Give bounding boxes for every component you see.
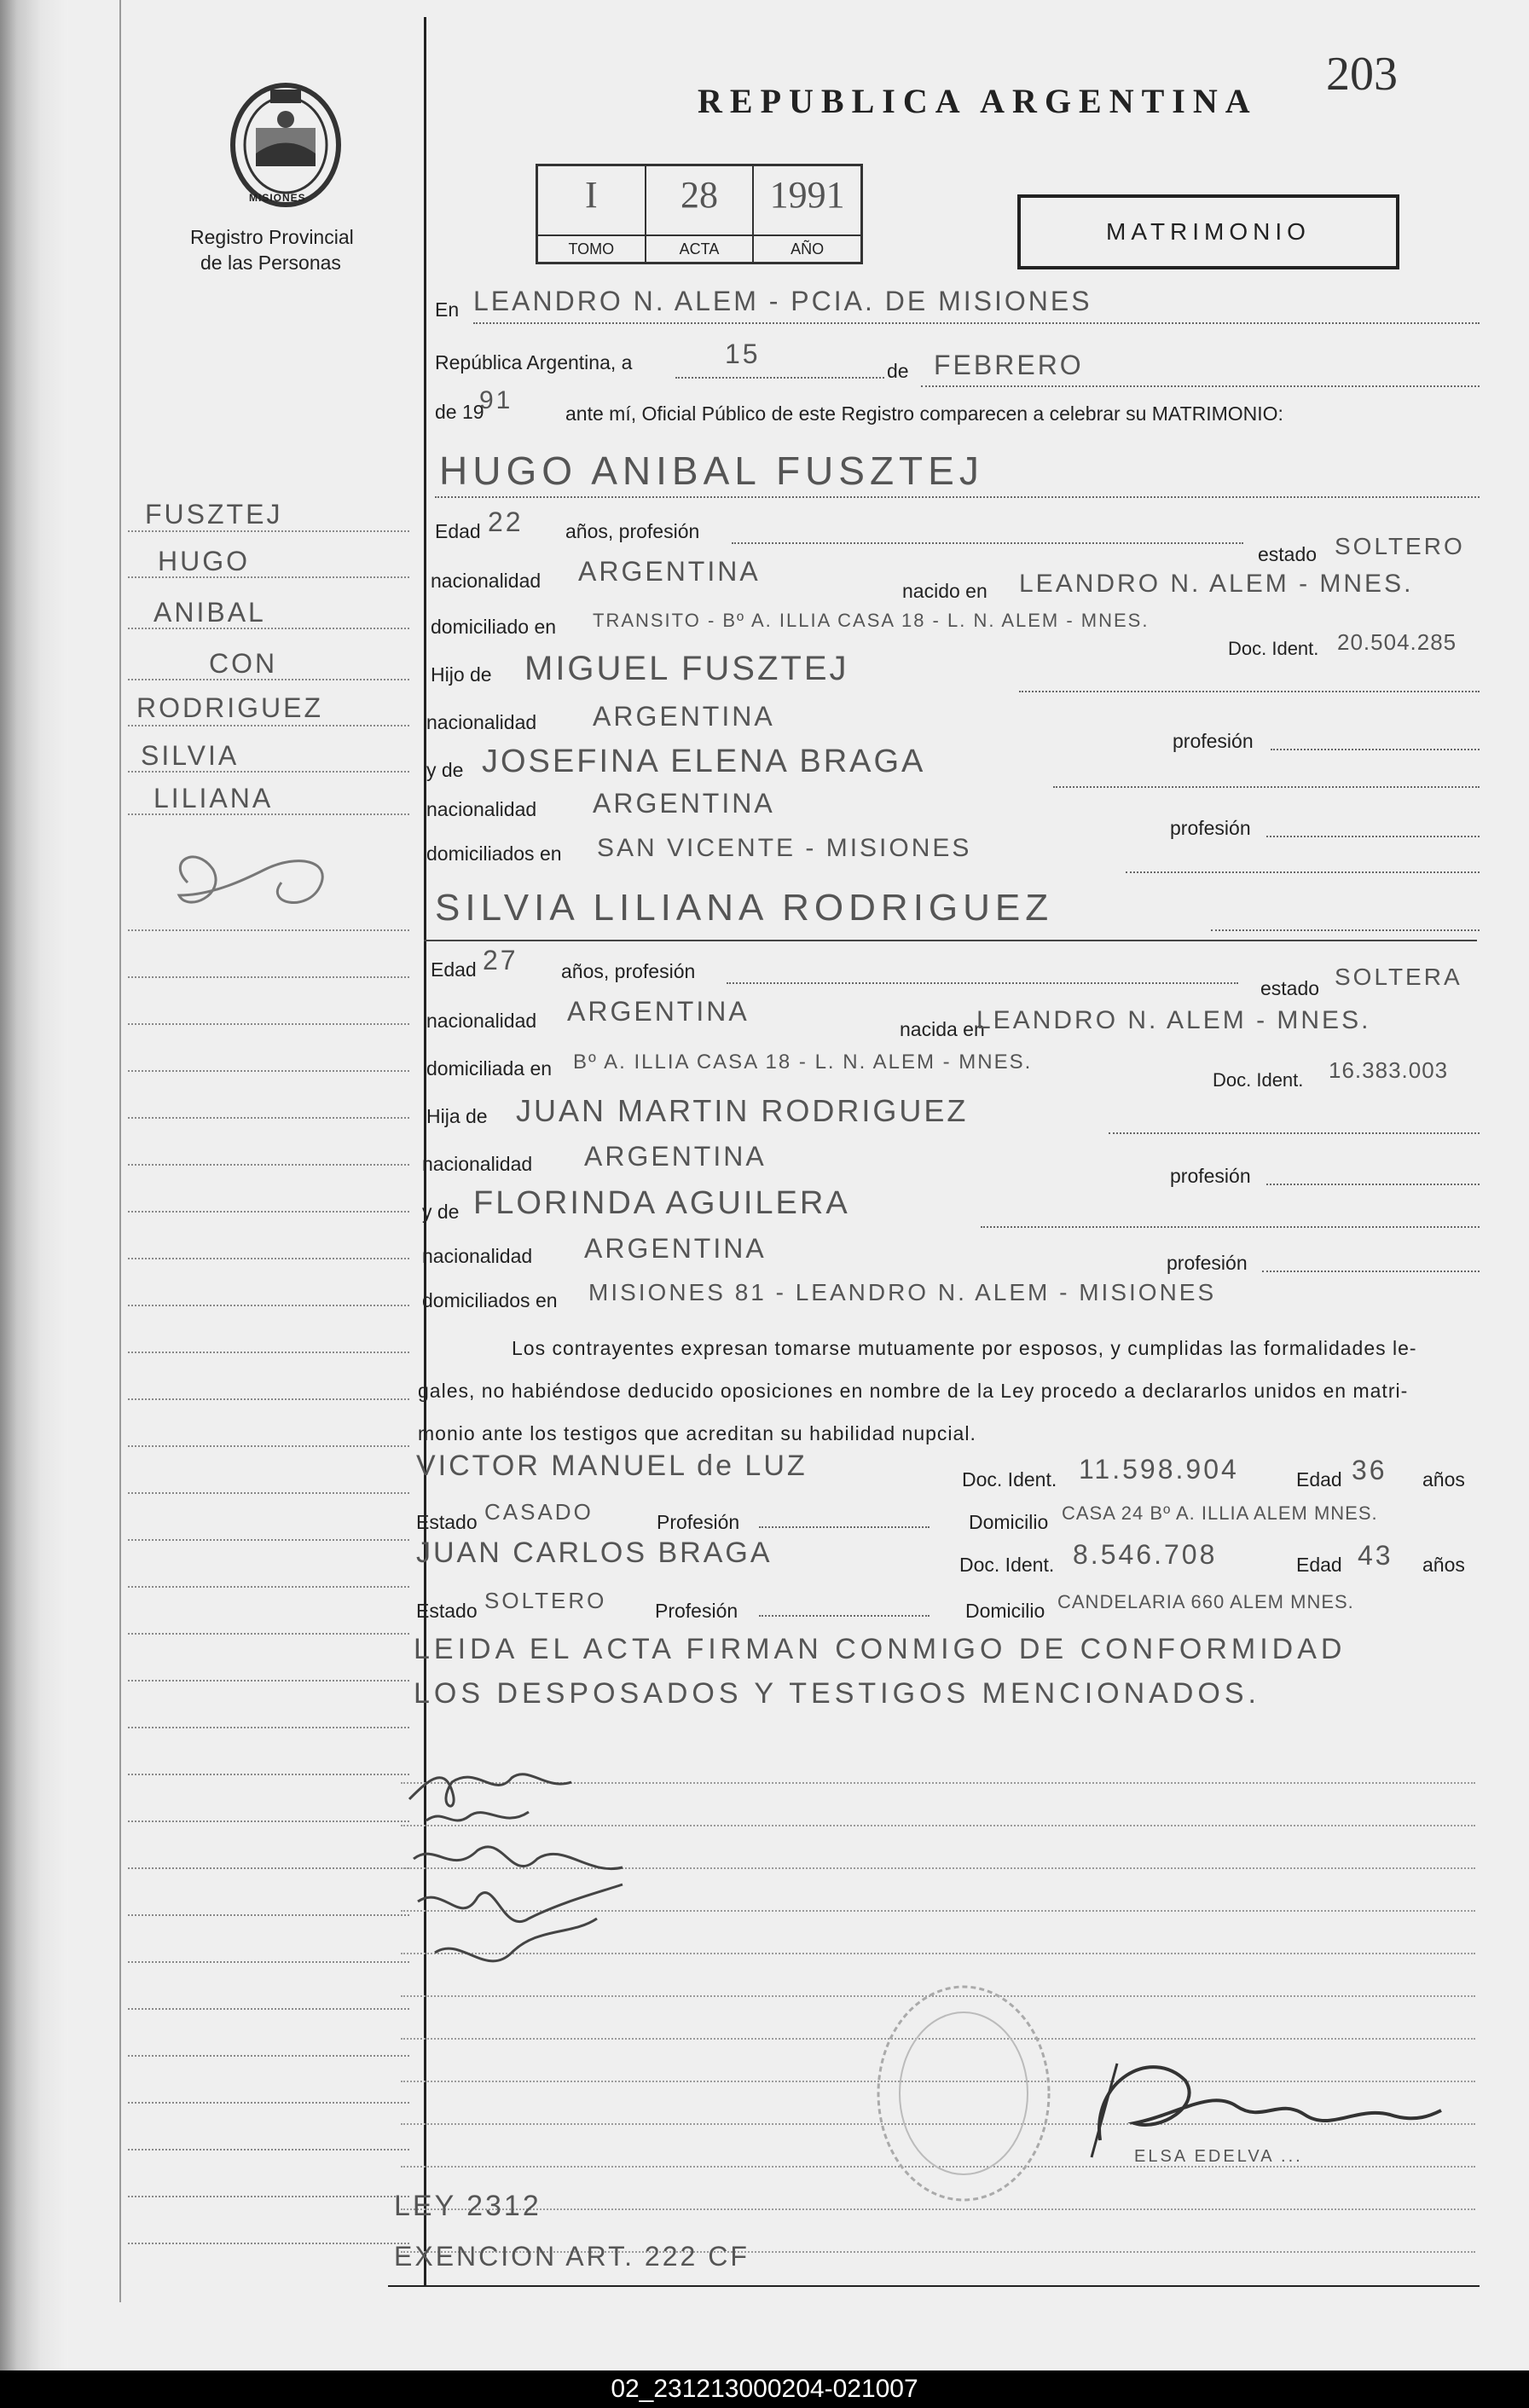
record-number-box xyxy=(536,164,863,264)
groom-domiciliados-label: domiciliados en xyxy=(426,842,562,865)
place-value: LEANDRO N. ALEM - PCIA. DE MISIONES xyxy=(473,286,1092,316)
bride-father: JUAN MARTIN RODRIGUEZ xyxy=(516,1093,969,1128)
republica-label: República Argentina, a xyxy=(435,351,633,373)
footer-note-exemption: EXENCION ART. 222 CF xyxy=(394,2241,750,2272)
witness2-estado: SOLTERO xyxy=(484,1588,607,1613)
anio-cell xyxy=(754,166,860,262)
groom-name: HUGO ANIBAL FUSZTEJ xyxy=(439,449,984,493)
margin-bride-given-1: SILVIA xyxy=(141,740,240,771)
bride-estado: SOLTERA xyxy=(1335,964,1462,990)
ante-text: ante mí, Oficial Público de este Registro comparecen a celebrar su MATRIMONIO: xyxy=(565,402,1283,425)
groom-doc: 20.504.285 xyxy=(1337,629,1457,655)
bride-mother-profesion-label: profesión xyxy=(1167,1252,1248,1274)
groom-father: MIGUEL FUSZTEJ xyxy=(524,650,849,687)
bride-nacionalidad-label: nacionalidad xyxy=(426,1010,537,1032)
footer-note-law: LEY 2312 xyxy=(394,2190,542,2222)
bride-father-nationality-label: nacionalidad xyxy=(422,1153,533,1175)
bride-yde-label: y de xyxy=(422,1201,460,1223)
book-binding xyxy=(0,0,68,2370)
bride-born-in: LEANDRO N. ALEM - MNES. xyxy=(976,1006,1371,1034)
margin-flourish xyxy=(162,844,367,921)
witness1-anos-label: años xyxy=(1422,1468,1465,1491)
witness2-age: 43 xyxy=(1358,1540,1393,1571)
witness2-domicilio: CANDELARIA 660 ALEM MNES. xyxy=(1057,1591,1354,1612)
year-suffix: 91 xyxy=(479,386,513,414)
margin-given-1: HUGO xyxy=(158,546,250,576)
groom-nacido-label: nacido en xyxy=(902,580,987,602)
witness1-age: 36 xyxy=(1352,1455,1387,1485)
witness2-domicilio-label: Domicilio xyxy=(965,1600,1045,1622)
groom-address: TRANSITO - Bº A. ILLIA CASA 18 - L. N. ALEM - MNES. xyxy=(593,610,1150,631)
witness2-doc-label: Doc. Ident. xyxy=(959,1554,1055,1576)
tomo-cell xyxy=(538,166,646,262)
witness2-edad-label: Edad xyxy=(1296,1554,1342,1576)
groom-nationality: ARGENTINA xyxy=(578,556,761,587)
bride-address: Bº A. ILLIA CASA 18 - L. N. ALEM - MNES. xyxy=(573,1051,1033,1074)
witness1-name: VICTOR MANUEL de LUZ xyxy=(416,1450,808,1482)
groom-father-profesion-label: profesión xyxy=(1173,730,1254,752)
provincial-seal-icon xyxy=(226,81,345,209)
bride-parents-address: MISIONES 81 - LEANDRO N. ALEM - MISIONES xyxy=(588,1279,1217,1305)
bride-mother: FLORINDA AGUILERA xyxy=(473,1185,850,1221)
declaration-line3: monio ante los testigos que acreditan su habilidad nupcial. xyxy=(418,1422,976,1444)
bride-father-nationality: ARGENTINA xyxy=(584,1141,767,1172)
de-year-label: de 19 xyxy=(435,401,484,423)
witness2-anos-label: años xyxy=(1422,1554,1465,1576)
page-number: 203 xyxy=(1326,48,1398,101)
witness1-doc-label: Doc. Ident. xyxy=(962,1468,1057,1491)
bride-name: SILVIA LILIANA RODRIGUEZ xyxy=(435,887,1054,929)
bride-hija-label: Hija de xyxy=(426,1105,488,1127)
witness1-edad-label: Edad xyxy=(1296,1468,1342,1491)
groom-estado: SOLTERO xyxy=(1335,533,1465,559)
witness2-estado-label: Estado xyxy=(416,1600,478,1622)
declaration-line2: gales, no habiéndose deducido oposiciones en nombre de la Ley procedo a declararlos unidos en matri- xyxy=(418,1380,1409,1402)
signatures-icon xyxy=(401,1757,674,2004)
groom-mother-nationality-label: nacionalidad xyxy=(426,798,537,820)
margin-bride-given-2: LILIANA xyxy=(153,783,274,813)
groom-doc-label: Doc. Ident. xyxy=(1228,638,1319,659)
witness1-doc: 11.598.904 xyxy=(1079,1454,1239,1485)
groom-domiciliado-label: domiciliado en xyxy=(431,616,557,638)
image-caption: 02_231213000204-021007 xyxy=(0,2370,1529,2408)
closing-line2: LOS DESPOSADOS Y TESTIGOS MENCIONADOS. xyxy=(414,1677,1260,1710)
bride-doc: 16.383.003 xyxy=(1329,1057,1449,1083)
witness2-name: JUAN CARLOS BRAGA xyxy=(416,1537,773,1569)
groom-father-nationality: ARGENTINA xyxy=(593,701,775,732)
bride-domiciliados-label: domiciliados en xyxy=(422,1289,558,1311)
act-type-box: MATRIMONIO xyxy=(1017,194,1399,269)
closing-line1: LEIDA EL ACTA FIRMAN CONMIGO DE CONFORMIDAD xyxy=(414,1633,1347,1665)
witness1-profesion-label: Profesión xyxy=(657,1511,740,1533)
witness1-estado: CASADO xyxy=(484,1499,594,1525)
groom-nacionalidad-label: nacionalidad xyxy=(431,570,542,592)
bride-doc-label: Doc. Ident. xyxy=(1213,1069,1304,1091)
witness2-doc: 8.546.708 xyxy=(1073,1539,1218,1570)
month-value: FEBRERO xyxy=(934,350,1084,380)
bride-mother-nationality: ARGENTINA xyxy=(584,1233,767,1264)
bride-edad-label: Edad xyxy=(431,958,477,981)
bride-mother-nationality-label: nacionalidad xyxy=(422,1245,533,1267)
acta-cell xyxy=(646,166,755,262)
de-label: de xyxy=(887,360,909,382)
groom-anos-profesion-label: años, profesión xyxy=(565,520,700,542)
acta-label: ACTA xyxy=(646,234,753,262)
groom-yde-label: y de xyxy=(426,759,464,781)
groom-hijo-label: Hijo de xyxy=(431,663,492,686)
anio-value: 1991 xyxy=(769,174,845,216)
bottom-rule xyxy=(388,2285,1480,2287)
registry-name-line1: Registro Provincial xyxy=(190,226,354,248)
bride-domiciliada-label: domiciliada en xyxy=(426,1057,553,1080)
witness1-domicilio-label: Domicilio xyxy=(969,1511,1049,1533)
groom-mother-nationality: ARGENTINA xyxy=(593,788,775,819)
anio-label: AÑO xyxy=(754,234,860,262)
bride-age: 27 xyxy=(483,945,518,975)
margin-surname: FUSZTEJ xyxy=(145,499,283,530)
seal-label: MISIONES xyxy=(249,192,306,204)
official-stamp-icon xyxy=(870,1978,1057,2208)
groom-age: 22 xyxy=(488,506,524,537)
bride-estado-label: estado xyxy=(1260,977,1320,999)
witness1-domicilio: CASA 24 Bº A. ILLIA ALEM MNES. xyxy=(1062,1502,1378,1524)
groom-father-nationality-label: nacionalidad xyxy=(426,711,537,733)
margin-given-2: ANIBAL xyxy=(153,597,266,628)
section-divider xyxy=(424,940,1477,941)
country-title: REPUBLICA ARGENTINA xyxy=(698,82,1258,120)
bride-anos-profesion-label: años, profesión xyxy=(561,960,696,982)
acta-value: 28 xyxy=(681,174,718,216)
groom-parents-address: SAN VICENTE - MISIONES xyxy=(597,834,972,862)
tomo-value: I xyxy=(585,174,598,216)
groom-born-in: LEANDRO N. ALEM - MNES. xyxy=(1019,570,1414,598)
bride-father-profesion-label: profesión xyxy=(1170,1165,1251,1187)
day-value: 15 xyxy=(725,339,761,369)
margin-bride-surname: RODRIGUEZ xyxy=(136,692,323,723)
witness2-profesion-label: Profesión xyxy=(655,1600,738,1622)
groom-mother: JOSEFINA ELENA BRAGA xyxy=(482,744,926,779)
registry-name-line2: de las Personas xyxy=(200,252,341,274)
witness1-estado-label: Estado xyxy=(416,1511,478,1533)
bride-nationality: ARGENTINA xyxy=(567,996,750,1027)
groom-estado-label: estado xyxy=(1258,543,1318,565)
groom-mother-profesion-label: profesión xyxy=(1170,817,1251,839)
official-signature-name: ELSA EDELVA ... xyxy=(1134,2147,1303,2166)
margin-rule xyxy=(119,0,121,2302)
declaration-line1: Los contrayentes expresan tomarse mutuamente por esposos, y cumplidas las formalidades le- xyxy=(512,1337,1417,1359)
groom-edad-label: Edad xyxy=(435,520,481,542)
tomo-label: TOMO xyxy=(538,234,645,262)
bride-nacida-label: nacida en xyxy=(900,1018,985,1040)
margin-con: CON xyxy=(209,648,278,679)
en-label: En xyxy=(435,298,460,321)
